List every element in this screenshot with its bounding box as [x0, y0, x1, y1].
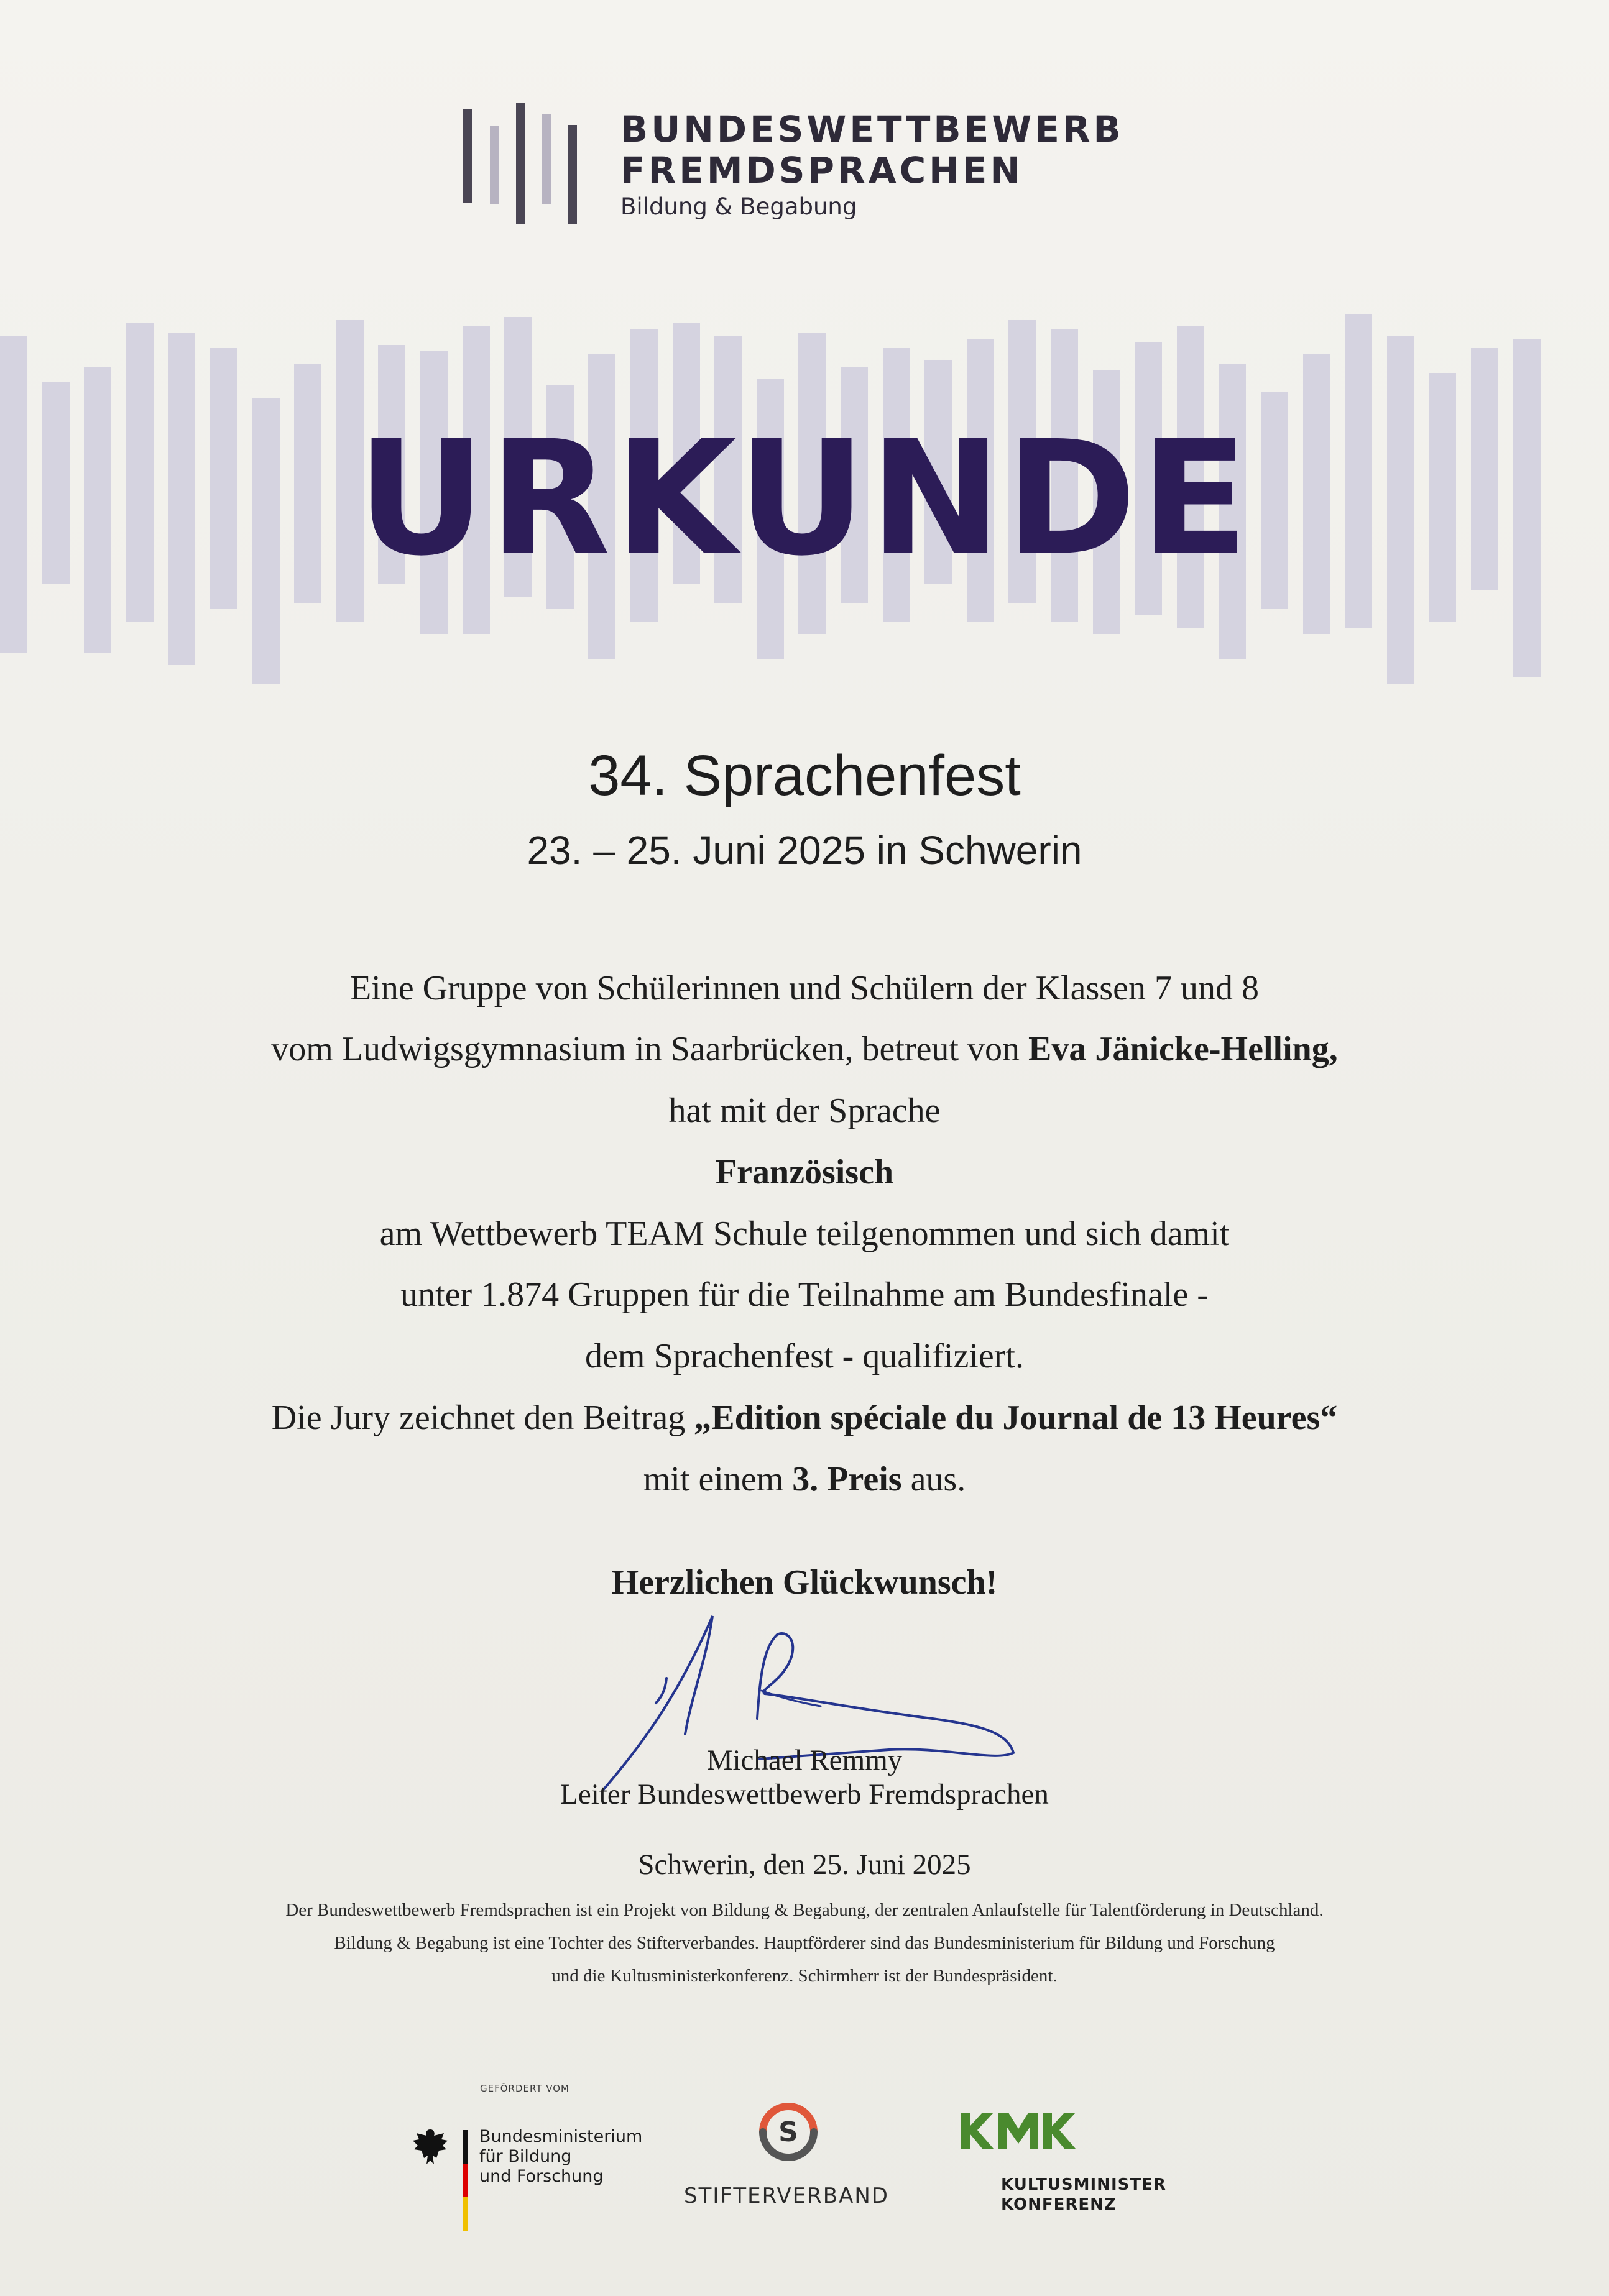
- footer-line-1: Der Bundeswettbewerb Fremdsprachen ist ein Projekt von Bildung & Begabung, der zentralen Anlaufstelle für Talentförderung in Deutschland.: [285, 1900, 1324, 1920]
- body-line-9-pre: mit einem: [643, 1460, 793, 1499]
- stifterverband-logo: [675, 2098, 898, 2216]
- kmk-logo: [957, 2110, 1206, 2222]
- logo-bars-icon: [463, 103, 600, 227]
- body-line-3: hat mit der Sprache: [668, 1091, 941, 1130]
- place-date: Schwerin, den 25. Juni 2025: [638, 1848, 971, 1881]
- svg-text:S: S: [778, 2116, 798, 2148]
- footer-line-2: Bildung & Begabung ist eine Tochter des Stifterverbandes. Hauptförderer sind das Bundesministerium für Bildung und Forschung: [334, 1933, 1275, 1953]
- event-name: 34. Sprachenfest: [588, 744, 1021, 807]
- prize: 3. Preis: [792, 1460, 902, 1499]
- stifterverband-name: STIFTERVERBAND: [684, 2183, 889, 2208]
- body-line-5: am Wettbewerb TEAM Schule teilgenommen und sich damit: [379, 1215, 1230, 1253]
- supervisor-name: Eva Jänicke-Helling,: [1028, 1030, 1338, 1068]
- entry-title: „Edition spéciale du Journal de 13 Heures“: [694, 1398, 1338, 1437]
- kmk-letters-icon: [961, 2110, 1086, 2151]
- body-line-2: [0, 1027, 1609, 1071]
- org-subtitle: Bildung & Begabung: [620, 193, 857, 220]
- language-name: Französisch: [715, 1153, 894, 1192]
- federal-eagle-icon: [410, 2126, 450, 2169]
- body-line-9-post: aus.: [901, 1460, 966, 1499]
- bmbf-line-1: Bundesministerium: [479, 2127, 643, 2146]
- kmk-name: [1001, 2175, 1166, 2215]
- body-line-6: unter 1.874 Gruppen für die Teilnahme am Bundesfinale -: [400, 1275, 1209, 1314]
- body-line-7: dem Sprachenfest - qualifiziert.: [585, 1337, 1024, 1375]
- event-dates: 23. – 25. Juni 2025 in Schwerin: [527, 828, 1082, 873]
- kmk-line-1: KULTUSMINISTER: [1001, 2175, 1166, 2194]
- body-line-8-text: Die Jury zeichnet den Beitrag: [271, 1398, 694, 1437]
- german-flag-stripe: [463, 2130, 468, 2231]
- bmbf-line-2: für Bildung: [479, 2147, 572, 2166]
- org-name: [620, 109, 1124, 191]
- org-name-line2: FREMDSPRACHEN: [620, 149, 1023, 191]
- bmbf-line-3: und Forschung: [479, 2167, 604, 2186]
- kmk-line-2: KONFERENZ: [1001, 2195, 1117, 2214]
- bmbf-logo: [410, 2113, 659, 2238]
- congratulations: Herzlichen Glückwunsch!: [611, 1563, 998, 1602]
- certificate-title: URKUNDE: [357, 406, 1252, 590]
- bwf-logo: [463, 103, 1147, 227]
- stifterverband-s-icon: [754, 2098, 823, 2166]
- signer-role: Leiter Bundeswettbewerb Fremdsprachen: [560, 1778, 1049, 1811]
- body-line-8: [0, 1396, 1609, 1440]
- body-line-1: Eine Gruppe von Schülerinnen und Schülern der Klassen 7 und 8: [350, 969, 1259, 1008]
- signer-name: Michael Remmy: [706, 1744, 903, 1776]
- body-line-2-text: vom Ludwigsgymnasium in Saarbrücken, betreut von: [271, 1030, 1028, 1068]
- body-line-9: [0, 1458, 1609, 1501]
- bmbf-name: [479, 2127, 642, 2187]
- funded-by-label: GEFÖRDERT VOM: [480, 2083, 569, 2094]
- org-name-line1: BUNDESWETTBEWERB: [620, 108, 1124, 150]
- footer-line-3: und die Kultusministerkonferenz. Schirmherr ist der Bundespräsident.: [551, 1966, 1058, 1986]
